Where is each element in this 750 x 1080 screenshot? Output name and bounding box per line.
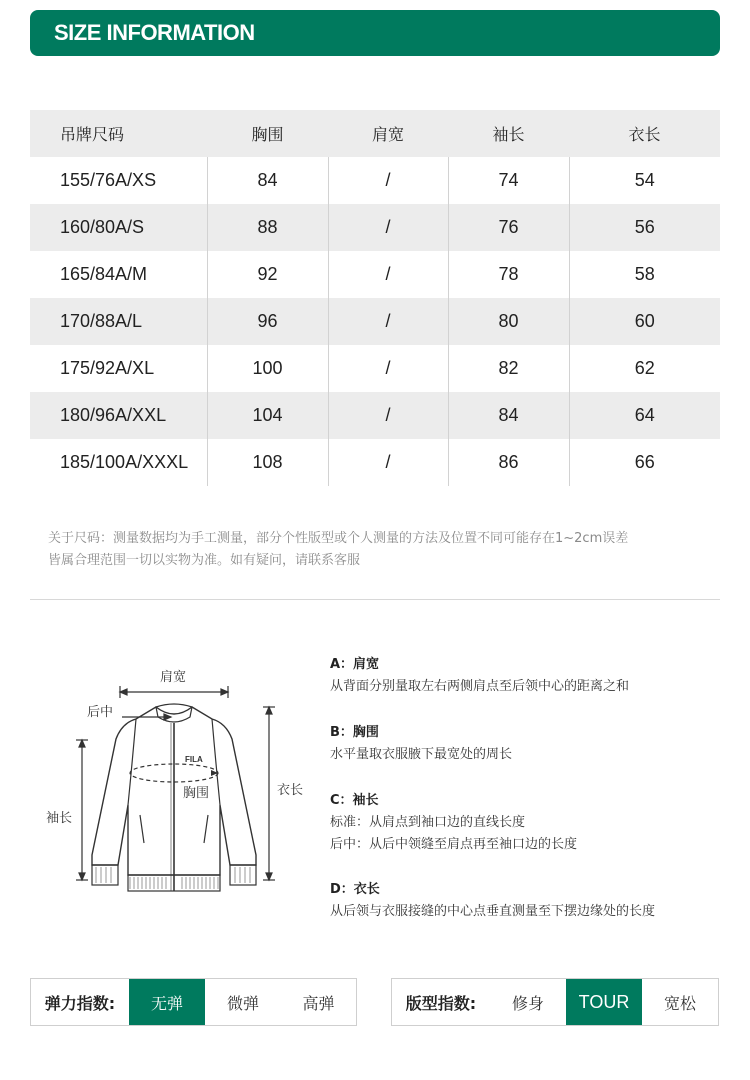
label-back-center: 后中 xyxy=(87,705,114,720)
table-row xyxy=(30,439,720,486)
cell-sleeve: 84 xyxy=(448,392,569,439)
fit-option[interactable]: 修身 xyxy=(511,993,544,1013)
cell-length: 60 xyxy=(569,298,720,345)
jacket-measure-diagram xyxy=(30,655,320,905)
cell-size: 180/96A/XXL xyxy=(30,392,207,439)
table-row xyxy=(30,392,720,439)
table-header-row xyxy=(30,110,720,157)
cell-sleeve: 74 xyxy=(448,157,569,204)
size-info-banner xyxy=(30,10,720,56)
note-line-1: 关于尺码：测量数据均为手工测量，部分个性版型或个人测量的方法及位置不同可能存在1~2cm误差 xyxy=(48,531,629,546)
elasticity-label: 弹力指数: xyxy=(44,993,116,1013)
fit-option[interactable]: TOUR xyxy=(566,979,642,1025)
cell-shoulder: / xyxy=(328,157,448,204)
size-note xyxy=(48,528,728,572)
cell-chest: 108 xyxy=(207,439,328,486)
cell-shoulder: / xyxy=(328,392,448,439)
cell-sleeve: 86 xyxy=(448,439,569,486)
definition-text: 标准：从肩点到袖口边的直线长度 xyxy=(330,815,526,830)
cell-length: 56 xyxy=(569,204,720,251)
cell-size: 155/76A/XS xyxy=(60,170,157,190)
elasticity-option[interactable]: 无弹 xyxy=(129,979,205,1025)
cell-shoulder: / xyxy=(328,345,448,392)
definition-text: 从背面分别量取左右两侧肩点至后领中心的距离之和 xyxy=(330,679,630,694)
table-row xyxy=(30,298,720,345)
cell-size: 175/92A/XL xyxy=(60,358,155,378)
cell-length: 64 xyxy=(569,392,720,439)
definition-title: B：胸围 xyxy=(330,725,379,740)
cell-length: 66 xyxy=(569,439,720,486)
banner-title: SIZE INFORMATION xyxy=(54,20,255,45)
table-row xyxy=(30,157,720,204)
cell-chest: 96 xyxy=(207,298,328,345)
elasticity-option[interactable]: 高弹 xyxy=(302,993,335,1013)
label-shoulder: 肩宽 xyxy=(160,670,187,685)
section-divider xyxy=(30,599,720,600)
cell-shoulder: / xyxy=(328,251,448,298)
cell-sleeve: 78 xyxy=(448,251,569,298)
cell-shoulder: / xyxy=(328,204,448,251)
table-row xyxy=(30,345,720,392)
definition-title: C：袖长 xyxy=(330,793,379,808)
definition-text: 后中：从后中领缝至肩点再至袖口边的长度 xyxy=(330,837,578,852)
cell-sleeve: 76 xyxy=(448,204,569,251)
note-line-2: 皆属合理范围一切以实物为准。如有疑问，请联系客服 xyxy=(48,553,361,568)
cell-sleeve: 80 xyxy=(448,298,569,345)
fit-index xyxy=(391,978,719,1026)
definition-sleeve xyxy=(330,790,730,856)
header-tag-size: 吊牌尺码 xyxy=(30,110,207,157)
table-row xyxy=(30,204,720,251)
cell-shoulder: / xyxy=(328,298,448,345)
cell-chest: 88 xyxy=(207,204,328,251)
cell-chest: 104 xyxy=(207,392,328,439)
cell-size: 185/100A/XXXL xyxy=(60,452,189,472)
cell-chest: 92 xyxy=(207,251,328,298)
fit-label: 版型指数: xyxy=(405,993,477,1013)
cell-size: 160/80A/S xyxy=(30,204,207,251)
size-table xyxy=(30,110,720,486)
cell-size: 170/88A/L xyxy=(30,298,207,345)
cell-length: 54 xyxy=(569,157,720,204)
cell-shoulder: / xyxy=(328,439,448,486)
header-shoulder: 肩宽 xyxy=(328,110,448,157)
label-sleeve: 袖长 xyxy=(46,811,73,826)
label-chest: 胸围 xyxy=(183,786,210,801)
cell-length: 62 xyxy=(569,345,720,392)
fit-option[interactable]: 宽松 xyxy=(663,993,696,1013)
cell-size: 165/84A/M xyxy=(60,264,148,284)
cell-length: 58 xyxy=(569,251,720,298)
definition-title: A：肩宽 xyxy=(330,657,380,672)
header-length: 衣长 xyxy=(569,110,720,157)
definition-text: 从后领与衣服接缝的中心点垂直测量至下摆边缘处的长度 xyxy=(330,904,656,919)
cell-chest: 100 xyxy=(207,345,328,392)
definition-shoulder xyxy=(330,654,730,698)
definition-length xyxy=(330,879,730,923)
cell-chest: 84 xyxy=(207,157,328,204)
label-length: 衣长 xyxy=(277,783,304,798)
definition-chest xyxy=(330,722,730,766)
header-sleeve: 袖长 xyxy=(448,110,569,157)
table-row xyxy=(30,251,720,298)
cell-sleeve: 82 xyxy=(448,345,569,392)
elasticity-option[interactable]: 微弹 xyxy=(226,993,259,1013)
definition-title: D：衣长 xyxy=(330,882,380,897)
fila-logo: FILA xyxy=(185,755,203,764)
definition-text: 水平量取衣服腋下最宽处的周长 xyxy=(330,747,513,762)
header-chest: 胸围 xyxy=(207,110,328,157)
elasticity-index xyxy=(30,978,357,1026)
